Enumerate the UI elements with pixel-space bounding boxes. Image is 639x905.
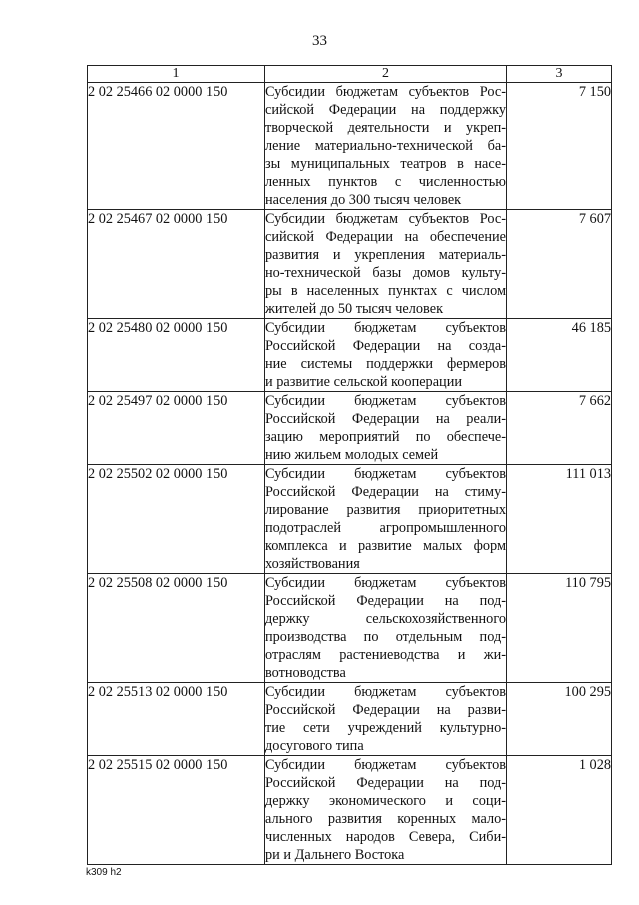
description-line: Российской Федерации на под- [265,775,506,791]
description-line: Субсидии бюджетам субъектов [265,466,506,482]
description-line: сийской Федерации на обеспечение [265,229,506,245]
amount-cell: 1 028 [507,756,612,865]
amount-cell: 110 795 [507,574,612,683]
budget-code-cell: 2 02 25467 02 0000 150 [88,210,265,319]
description-line: Субсидии бюджетам субъектов [265,757,506,773]
description-cell [265,683,507,756]
table-row [88,392,612,465]
page-number: 33 [312,33,327,49]
table-row [88,210,612,319]
description-cell [265,574,507,683]
amount-cell: 46 185 [507,319,612,392]
description-line: досугового типа [265,738,364,754]
description-line: сийской Федерации на поддержку [265,102,506,118]
description-line: Российской Федерации на под- [265,593,506,609]
description-line: нию жильем молодых семей [265,447,439,463]
description-line: лирование развития приоритетных [265,502,506,518]
description-line: Субсидии бюджетам субъектов [265,684,506,700]
budget-code-cell: 2 02 25508 02 0000 150 [88,574,265,683]
description-line: держку сельскохозяйственного [265,611,506,627]
table-row [88,756,612,865]
description-line: жителей до 50 тысяч человек [265,301,444,317]
description-line: подотраслей агропромышленного [265,520,506,536]
column-header-3: 3 [507,66,612,83]
amount-cell: 7 607 [507,210,612,319]
description-cell [265,392,507,465]
description-line: производства по отдельным под- [265,629,506,645]
description-line: Субсидии бюджетам субъектов [265,393,506,409]
description-line: Субсидии бюджетам субъектов Рос- [265,84,506,100]
budget-table [87,65,612,865]
column-header-2: 2 [265,66,507,83]
budget-code-cell: 2 02 25466 02 0000 150 [88,83,265,210]
description-line: тие сети учреждений культурно- [265,720,506,736]
description-line: ленных пунктов с численностью [265,174,506,190]
amount-cell: 7 150 [507,83,612,210]
description-line: Российской Федерации на созда- [265,338,506,354]
description-line: Субсидии бюджетам субъектов [265,575,506,591]
description-line: Субсидии бюджетам субъектов Рос- [265,211,506,227]
description-line: ального развития коренных мало- [265,811,506,827]
column-header-1: 1 [88,66,265,83]
description-line: населения до 300 тысяч человек [265,192,462,208]
table-row [88,574,612,683]
budget-code-cell: 2 02 25480 02 0000 150 [88,319,265,392]
amount-cell: 111 013 [507,465,612,574]
table-row [88,683,612,756]
footer-code: k309 h2 [86,867,122,878]
description-line: Российской Федерации на стиму- [265,484,506,500]
amount-cell: 7 662 [507,392,612,465]
budget-code-cell: 2 02 25497 02 0000 150 [88,392,265,465]
description-cell [265,465,507,574]
description-line: отраслям растениеводства и жи- [265,647,506,663]
description-line: комплекса и развитие малых форм [265,538,506,554]
description-line: держку экономического и соци- [265,793,506,809]
table-header-row [88,66,612,83]
amount-cell: 100 295 [507,683,612,756]
description-line: Российской Федерации на разви- [265,702,506,718]
description-line: Российской Федерации на реали- [265,411,506,427]
description-line: вотноводства [265,665,346,681]
description-line: зацию мероприятий по обеспече- [265,429,506,445]
description-line: ление материально-технической ба- [265,138,506,154]
description-line: ние системы поддержки фермеров [265,356,506,372]
description-line: творческой деятельности и укреп- [265,120,506,136]
description-line: Субсидии бюджетам субъектов [265,320,506,336]
description-line: и развитие сельской кооперации [265,374,463,390]
description-line: развития и укрепления материаль- [265,247,506,263]
description-cell [265,210,507,319]
table-row [88,83,612,210]
table-row [88,465,612,574]
budget-code-cell: 2 02 25513 02 0000 150 [88,683,265,756]
description-cell [265,756,507,865]
description-line: ри и Дальнего Востока [265,847,405,863]
table-row [88,319,612,392]
budget-code-cell: 2 02 25515 02 0000 150 [88,756,265,865]
description-cell [265,83,507,210]
description-line: зы муниципальных театров в насе- [265,156,506,172]
budget-code-cell: 2 02 25502 02 0000 150 [88,465,265,574]
description-line: ры в населенных пунктах с числом [265,283,506,299]
description-line: численных народов Севера, Сиби- [265,829,506,845]
description-cell [265,319,507,392]
description-line: хозяйствования [265,556,360,572]
description-line: но-технической базы домов культу- [265,265,506,281]
